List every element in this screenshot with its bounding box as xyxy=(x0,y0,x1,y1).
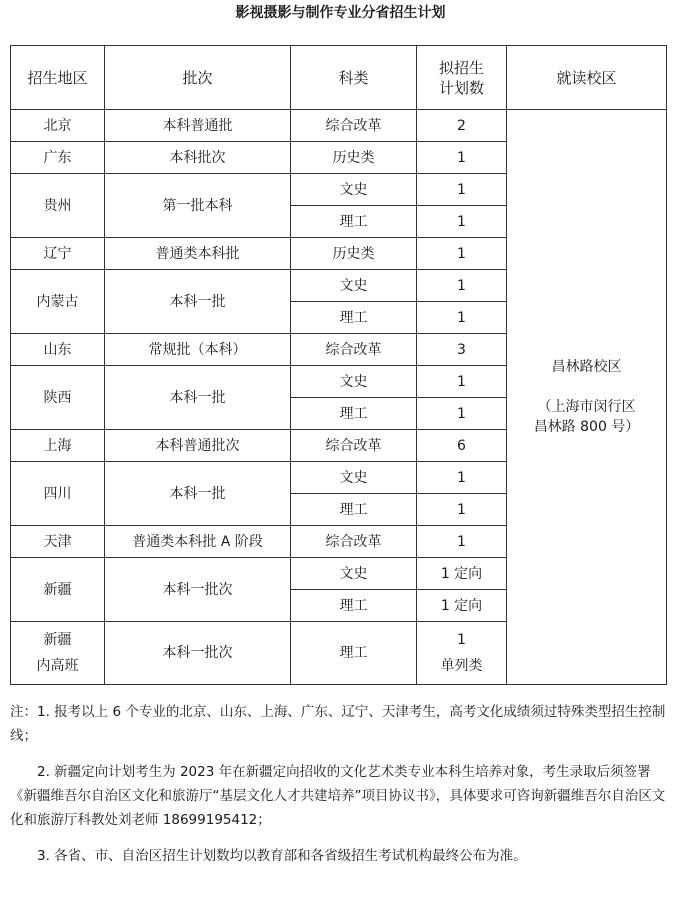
cell-plan: 1 xyxy=(417,270,507,302)
cell-region: 山东 xyxy=(11,334,105,366)
cell-subject: 理工 xyxy=(291,590,417,622)
cell-plan: 1 xyxy=(417,142,507,174)
cell-region: 广东 xyxy=(11,142,105,174)
cell-subject: 历史类 xyxy=(291,238,417,270)
cell-region-line1: 新疆 xyxy=(43,632,72,648)
cell-plan-line2: 单列类 xyxy=(440,658,483,674)
cell-subject: 文史 xyxy=(291,558,417,590)
notes-section xyxy=(10,700,672,880)
cell-plan: 1 xyxy=(417,494,507,526)
cell-batch: 第一批本科 xyxy=(105,174,291,238)
cell-subject: 理工 xyxy=(291,494,417,526)
header-campus: 就读校区 xyxy=(507,46,667,110)
cell-plan: 2 xyxy=(417,110,507,142)
cell-plan: 1 xyxy=(417,366,507,398)
cell-batch: 本科普通批次 xyxy=(105,430,291,462)
header-batch: 批次 xyxy=(105,46,291,110)
cell-plan: 6 xyxy=(417,430,507,462)
cell-batch: 普通类本科批 A 阶段 xyxy=(105,526,291,558)
cell-plan: 1 xyxy=(417,398,507,430)
cell-subject: 理工 xyxy=(291,206,417,238)
cell-region: 上海 xyxy=(11,430,105,462)
cell-batch: 本科一批次 xyxy=(105,622,291,685)
cell-subject: 理工 xyxy=(291,622,417,685)
cell-region: 贵州 xyxy=(11,174,105,238)
cell-batch: 本科普通批 xyxy=(105,110,291,142)
cell-region: 天津 xyxy=(11,526,105,558)
cell-subject: 文史 xyxy=(291,366,417,398)
cell-batch: 本科批次 xyxy=(105,142,291,174)
note-1: 注：1. 报考以上 6 个专业的北京、山东、上海、广东、辽宁、天津考生，高考文化成绩须过特殊类型招生控制线； xyxy=(10,704,666,744)
note-2: 2. 新疆定向计划考生为 2023 年在新疆定向招收的文化艺术类专业本科生培养对象，考生录取后须签署《新疆维吾尔自治区文化和旅游厅“基层文化人才共建培养”项目协议书》，具体要求可咨询新疆维吾尔自治区文化和旅游厅科教处刘老师 18699195412； xyxy=(10,764,666,828)
cell-plan: 1 定向 xyxy=(417,590,507,622)
cell-subject: 综合改革 xyxy=(291,526,417,558)
header-subject: 科类 xyxy=(291,46,417,110)
cell-region: 新疆 xyxy=(11,558,105,622)
table-header-row xyxy=(11,46,667,110)
header-region: 招生地区 xyxy=(11,46,105,110)
cell-batch: 本科一批 xyxy=(105,366,291,430)
header-plan-line2: 计划数 xyxy=(438,78,484,97)
campus-cell xyxy=(507,110,667,685)
cell-subject: 理工 xyxy=(291,398,417,430)
campus-name: 昌林路校区 xyxy=(551,359,622,375)
cell-region-line2: 内高班 xyxy=(36,658,79,674)
cell-plan-line1: 1 xyxy=(457,632,466,648)
cell-plan: 1 xyxy=(417,526,507,558)
cell-subject: 文史 xyxy=(291,174,417,206)
enrollment-plan-table xyxy=(10,45,667,685)
cell-region: 北京 xyxy=(11,110,105,142)
cell-region xyxy=(11,622,105,685)
cell-subject: 历史类 xyxy=(291,142,417,174)
cell-plan: 1 xyxy=(417,174,507,206)
cell-subject: 综合改革 xyxy=(291,334,417,366)
header-plan xyxy=(417,46,507,110)
cell-plan: 1 xyxy=(417,238,507,270)
document-title: 影视摄影与制作专业分省招生计划 xyxy=(235,5,446,21)
cell-subject: 综合改革 xyxy=(291,430,417,462)
campus-address-line1: （上海市闵行区 xyxy=(537,399,636,415)
cell-subject: 综合改革 xyxy=(291,110,417,142)
cell-batch: 本科一批 xyxy=(105,270,291,334)
cell-subject: 文史 xyxy=(291,462,417,494)
cell-region: 四川 xyxy=(11,462,105,526)
cell-subject: 文史 xyxy=(291,270,417,302)
cell-region: 辽宁 xyxy=(11,238,105,270)
cell-plan: 1 xyxy=(417,302,507,334)
cell-batch: 常规批（本科） xyxy=(105,334,291,366)
note-3: 3. 各省、市、自治区招生计划数均以教育部和各省级招生考试机构最终公布为准。 xyxy=(37,848,527,864)
cell-region: 陕西 xyxy=(11,366,105,430)
cell-batch: 本科一批 xyxy=(105,462,291,526)
table-row xyxy=(11,110,667,142)
cell-region: 内蒙古 xyxy=(11,270,105,334)
cell-plan xyxy=(417,622,507,685)
cell-plan: 1 定向 xyxy=(417,558,507,590)
cell-batch: 本科一批次 xyxy=(105,558,291,622)
cell-plan: 1 xyxy=(417,462,507,494)
campus-address-line2: 昌林路 800 号） xyxy=(533,419,640,435)
cell-subject: 理工 xyxy=(291,302,417,334)
header-plan-line1: 拟招生 xyxy=(438,58,484,77)
cell-batch: 普通类本科批 xyxy=(105,238,291,270)
cell-plan: 1 xyxy=(417,206,507,238)
cell-plan: 3 xyxy=(417,334,507,366)
